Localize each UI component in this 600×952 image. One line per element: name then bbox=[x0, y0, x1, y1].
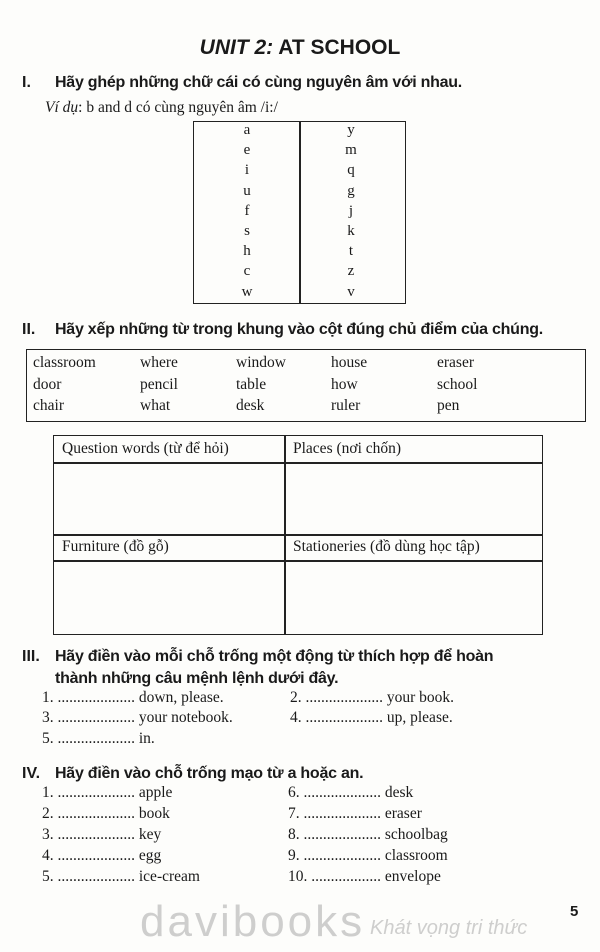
blank-line[interactable]: 5. .................... bbox=[42, 868, 135, 885]
blank-line[interactable]: 2. .................... bbox=[290, 689, 383, 706]
example-label: Ví dụ bbox=[45, 99, 79, 116]
word-item: window bbox=[236, 354, 286, 371]
word-item: what bbox=[140, 397, 171, 414]
exercise-item bbox=[42, 709, 233, 727]
letter-left: u bbox=[243, 182, 251, 199]
blank-line[interactable]: 8. .................... bbox=[288, 826, 381, 843]
letter-left: f bbox=[244, 202, 250, 219]
category-places: Places (nơi chốn) bbox=[293, 440, 402, 457]
letter-right: k bbox=[347, 223, 355, 239]
exercise-item bbox=[42, 868, 200, 886]
word-item: eraser bbox=[437, 354, 474, 371]
item-text: desk bbox=[384, 784, 414, 801]
blank-line[interactable]: 3. .................... bbox=[42, 826, 135, 843]
title-topic: AT SCHOOL bbox=[273, 36, 401, 59]
exercise-item bbox=[42, 805, 170, 823]
letter-left: e bbox=[243, 142, 251, 159]
letter-right: v bbox=[347, 283, 355, 300]
watermark-slogan: Khát vọng tri thức bbox=[370, 917, 528, 939]
section1-example bbox=[45, 99, 278, 117]
exercise-item bbox=[288, 784, 413, 802]
category-stationeries: Stationeries (đồ dùng học tập) bbox=[293, 538, 480, 555]
item-text: up, please. bbox=[386, 709, 453, 726]
item-text: apple bbox=[138, 784, 173, 801]
exercise-item bbox=[288, 826, 448, 844]
category-row-line bbox=[53, 534, 543, 536]
word-item: house bbox=[331, 354, 368, 371]
exercise-item bbox=[288, 805, 422, 823]
blank-line[interactable]: 9. .................... bbox=[288, 847, 381, 864]
exercise-item bbox=[42, 689, 224, 707]
letter-left: a bbox=[243, 122, 251, 138]
category-header-line-2 bbox=[53, 560, 543, 562]
word-item: table bbox=[236, 375, 267, 393]
section1-heading: Hãy ghép những chữ cái có cùng nguyên âm với nhau. bbox=[55, 74, 462, 91]
letter-right: q bbox=[347, 162, 355, 179]
word-item: how bbox=[331, 375, 358, 393]
blank-line[interactable]: 1. .................... bbox=[42, 689, 135, 706]
page-title bbox=[0, 36, 600, 60]
word-item: door bbox=[33, 375, 62, 393]
blank-line[interactable]: 1. .................... bbox=[42, 784, 135, 801]
section2-heading: Hãy xếp những từ trong khung vào cột đúng chủ điểm của chúng. bbox=[55, 321, 543, 338]
word-box bbox=[26, 349, 586, 422]
item-text: egg bbox=[138, 847, 162, 864]
item-text: ice-cream bbox=[138, 868, 200, 885]
letter-right: j bbox=[348, 202, 354, 219]
item-text: envelope bbox=[384, 868, 441, 885]
item-text: eraser bbox=[384, 805, 422, 822]
example-text: : b and d có cùng nguyên âm /i:/ bbox=[78, 99, 278, 116]
blank-line[interactable]: 4. .................... bbox=[290, 709, 383, 726]
category-question-words: Question words (từ để hỏi) bbox=[62, 440, 229, 457]
section3-number: III. bbox=[22, 648, 40, 665]
section2-number: II. bbox=[22, 321, 36, 338]
word-item: where bbox=[140, 354, 178, 371]
letter-table-divider bbox=[299, 121, 301, 304]
item-text: key bbox=[138, 826, 162, 843]
letter-right: m bbox=[345, 142, 357, 159]
blank-line[interactable]: 3. .................... bbox=[42, 709, 135, 726]
item-text: classroom bbox=[384, 847, 448, 864]
blank-line[interactable]: 6. .................... bbox=[288, 784, 381, 801]
letter-left: c bbox=[243, 263, 251, 280]
letter-left: w bbox=[241, 283, 253, 300]
item-text: your book. bbox=[386, 689, 455, 706]
page-number: 5 bbox=[570, 903, 579, 920]
letter-right: t bbox=[348, 243, 354, 260]
title-unit: UNIT 2: bbox=[199, 36, 274, 59]
blank-line[interactable]: 2. .................... bbox=[42, 805, 135, 822]
blank-line[interactable]: 7. .................... bbox=[288, 805, 381, 822]
section4-number: IV. bbox=[22, 765, 41, 782]
exercise-item bbox=[42, 784, 172, 802]
letter-right: g bbox=[347, 182, 355, 199]
letter-left: s bbox=[244, 223, 250, 239]
exercise-item bbox=[288, 847, 448, 865]
item-text: down, please. bbox=[138, 689, 224, 706]
section3-heading-line1: Hãy điền vào mỗi chỗ trống một động từ thích hợp để hoàn bbox=[55, 648, 494, 665]
category-furniture: Furniture (đồ gỗ) bbox=[62, 538, 169, 555]
blank-line[interactable]: 5. .................... bbox=[42, 730, 135, 747]
word-item: school bbox=[437, 375, 478, 393]
section3-heading-line2: thành những câu mệnh lệnh dưới đây. bbox=[55, 670, 339, 687]
exercise-item bbox=[42, 826, 161, 844]
blank-line[interactable]: 4. .................... bbox=[42, 847, 135, 864]
section1-number: I. bbox=[22, 74, 31, 91]
exercise-item bbox=[290, 709, 453, 727]
watermark-brand: davibooks bbox=[140, 897, 366, 946]
item-text: book bbox=[138, 805, 170, 822]
letter-right: y bbox=[347, 122, 355, 138]
item-text: in. bbox=[138, 730, 155, 747]
blank-line[interactable]: 10. .................. bbox=[288, 868, 381, 885]
exercise-item bbox=[42, 730, 155, 748]
item-text: your notebook. bbox=[138, 709, 233, 726]
exercise-item bbox=[288, 868, 441, 886]
word-item: classroom bbox=[33, 354, 96, 371]
exercise-item bbox=[290, 689, 454, 707]
letter-left: i bbox=[244, 162, 250, 179]
category-header-line bbox=[53, 462, 543, 464]
word-item: ruler bbox=[331, 397, 361, 414]
letter-left: h bbox=[243, 243, 251, 260]
section4-heading: Hãy điền vào chỗ trống mạo từ a hoặc an. bbox=[55, 765, 364, 782]
letter-right: z bbox=[347, 263, 355, 280]
word-item: pencil bbox=[140, 375, 178, 393]
exercise-item bbox=[42, 847, 161, 865]
word-item: chair bbox=[33, 397, 64, 414]
item-text: schoolbag bbox=[384, 826, 448, 843]
word-item: pen bbox=[437, 397, 460, 414]
word-item: desk bbox=[236, 397, 265, 414]
